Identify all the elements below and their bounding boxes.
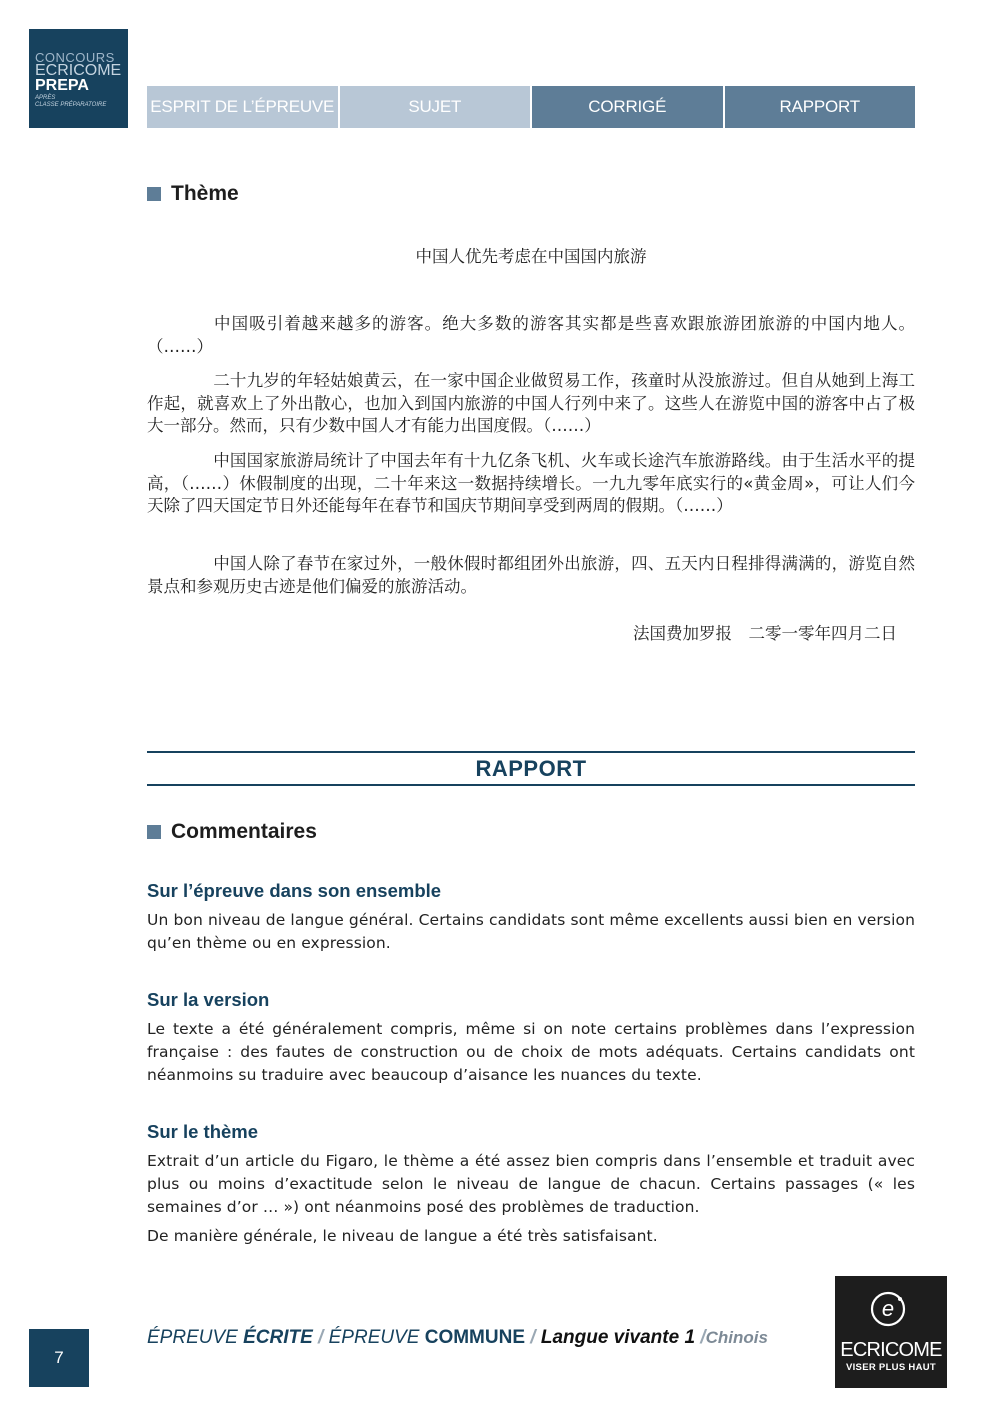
section-title: Sur la version — [147, 989, 270, 1010]
page-number: 7 — [29, 1329, 89, 1387]
section-title: Sur le thème — [147, 1121, 259, 1142]
section-tabs — [147, 86, 915, 128]
footer-breadcrumb: ÉPREUVE ÉCRITE / ÉPREUVE COMMUNE / Langue vivante 1 /Chinois — [147, 1327, 768, 1348]
tab-rapport[interactable]: RAPPORT — [723, 86, 916, 128]
brand-name: ECRICOME — [840, 1339, 942, 1361]
brand-tagline: VISER PLUS HAUT — [845, 1362, 936, 1373]
section-title: Sur l’épreuve dans son ensemble — [147, 880, 442, 901]
logo-line-prepa: PREPA — [35, 77, 89, 94]
theme-source: 法国费加罗报 二零一零年四月二日 — [633, 624, 897, 643]
section-text: Un bon niveau de langue général. Certains candidats sont même excellents aussi bien en version qu’en thème ou en expression. — [147, 911, 915, 952]
theme-heading: Thème — [147, 182, 239, 206]
rapport-banner — [147, 751, 915, 786]
svg-text:e: e — [881, 1296, 895, 1321]
theme-paragraph: 中国吸引着越来越多的游客。绝大多数的游客其实都是些喜欢跟旅游团旅游的中国内地人。（……） — [147, 314, 915, 356]
commentaires-heading: Commentaires — [147, 820, 317, 844]
tab-sujet[interactable]: SUJET — [338, 86, 531, 128]
tab-esprit[interactable]: ESPRIT DE L’ÉPREUVE — [147, 86, 338, 128]
theme-paragraph: 中国国家旅游局统计了中国去年有十九亿条飞机、火车或长途汽车旅游路线。由于生活水平的提高，（……）休假制度的出现，二十年来这一数据持续增长。一九九零年底实行的«黄金周»，可让人们今天除了四天国定节日外还能每年在春节和国庆节期间享受到两周的假期。（……） — [147, 451, 915, 516]
logo-line-apres: APRÈS CLASSE PRÉPARATOIRE — [35, 95, 107, 108]
section-text: Extrait d’un article du Figaro, le thème a été assez bien compris dans l’ensemble et traduit avec plus ou moins d’exactitude selon le niveau de langue de chacun. Certains passages (« les semaines d’or … ») ont néanmoins posé des problèmes de traduction. — [147, 1152, 915, 1216]
square-bullet-icon — [147, 825, 161, 839]
theme-paragraph: 中国人除了春节在家过外，一般休假时都组团外出旅游，四、五天内日程排得满满的，游览自然景点和参观历史古迹是他们偏爱的旅游活动。 — [147, 554, 915, 596]
concours-logo — [29, 29, 128, 128]
tab-corrige[interactable]: CORRIGÉ — [530, 86, 723, 128]
section-text: De manière générale, le niveau de langue a été très satisfaisant. — [147, 1227, 658, 1245]
theme-paragraph: 二十九岁的年轻姑娘黄云，在一家中国企业做贸易工作，孩童时从没旅游过。但自从她到上海工作起，就喜欢上了外出散心，也加入到国内旅游的中国人行列中来了。这些人在游览中国的游客中占了极大一部分。然而，只有少数中国人才有能力出国度假。（……） — [147, 371, 915, 436]
logo-line-concours: CONCOURS — [35, 50, 115, 65]
theme-title: 中国人优先考虑在中国国内旅游 — [415, 247, 647, 266]
rapport-title: RAPPORT — [475, 755, 587, 781]
logo-line-ecricome: ECRICOME — [35, 62, 122, 79]
ecricome-e-icon — [869, 1290, 907, 1328]
square-bullet-icon — [147, 187, 161, 201]
section-text: Le texte a été généralement compris, même si on note certains problèmes dans l’expression française : des fautes de construction ou de choix de mots adéquats. Certains candidats ont néanmoins su traduire avec beaucoup d’aisance les nuances du texte. — [147, 1020, 915, 1084]
ecricome-brand-logo — [835, 1276, 947, 1388]
